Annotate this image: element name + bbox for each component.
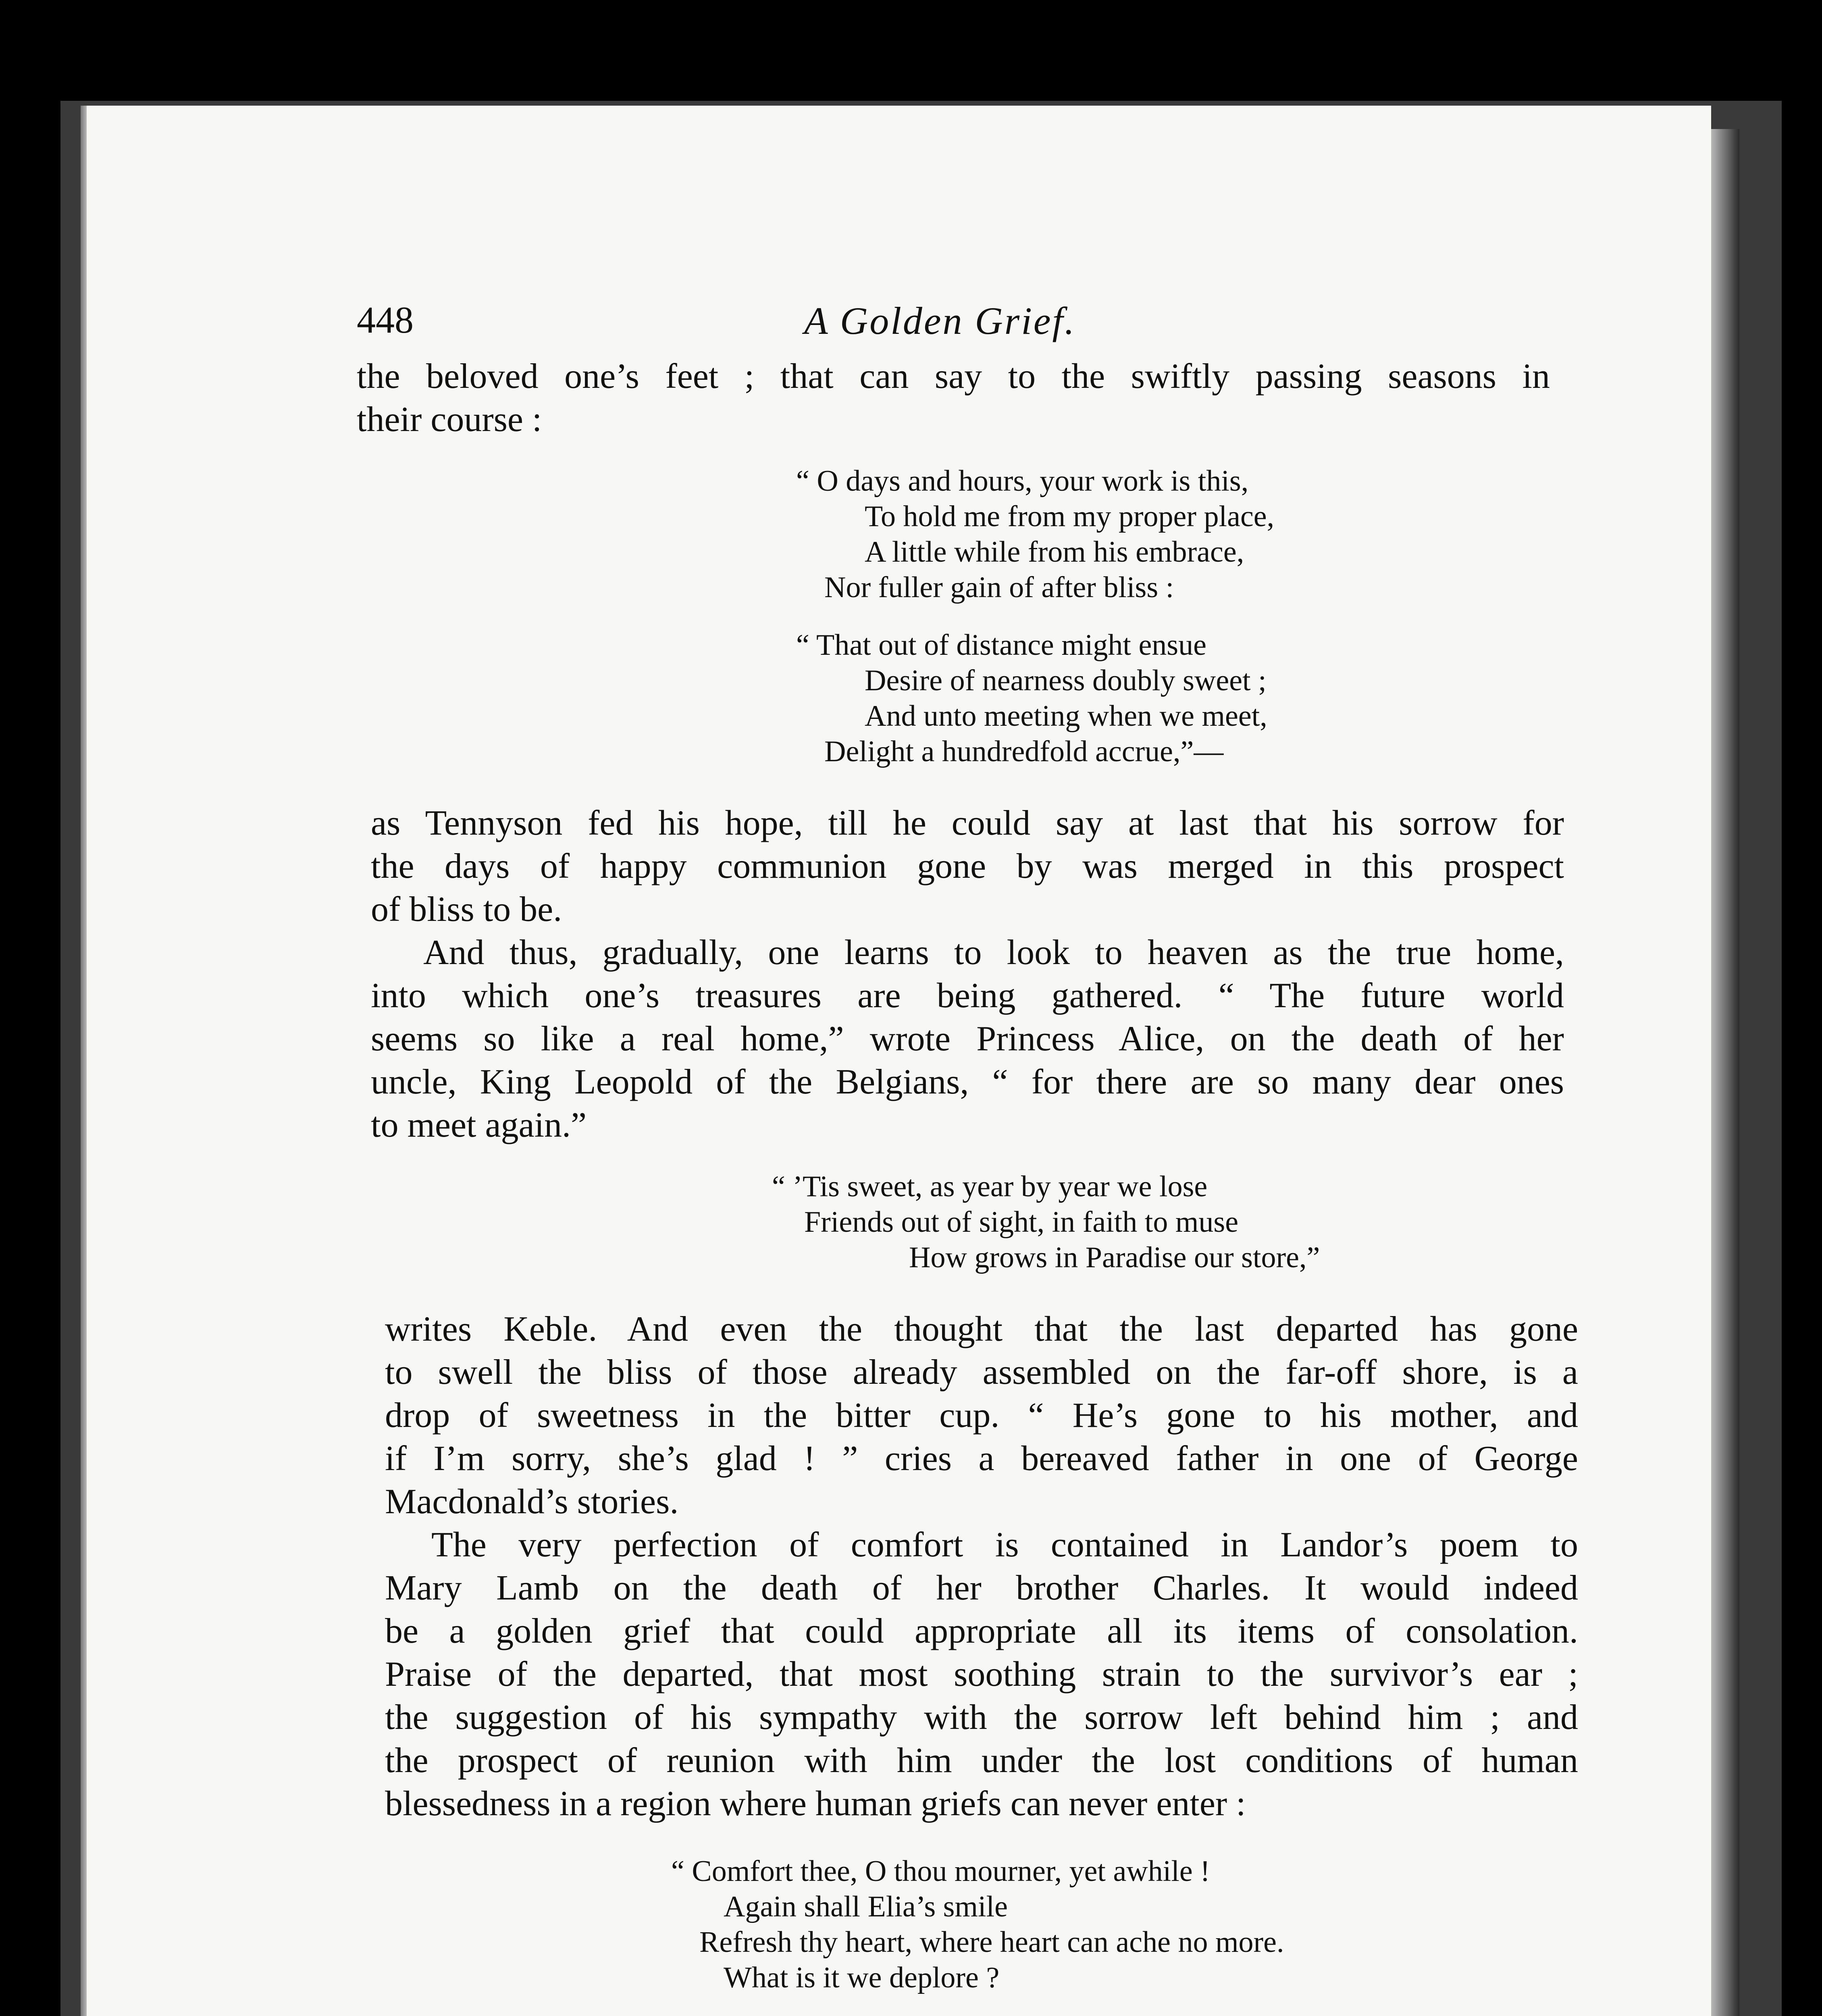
verse-line: To hold me from my proper place, [865,500,1275,533]
text-line: the prospect of reunion with him under the lost conditions of human [385,1741,1578,1780]
verse-line: Friends out of sight, in faith to muse [804,1206,1239,1239]
text-line: if I’m sorry, she’s glad ! ” cries a bereaved father in one of George [385,1439,1578,1478]
text-line: seems so like a real home,” wrote Princess Alice, on the death of her [371,1019,1564,1058]
verse-block-2 [772,1169,1558,1275]
text-line: the beloved one’s feet ; that can say to the swiftly passing seasons in [357,357,1550,396]
stanza [772,1169,1558,1275]
verse-block-1 [796,463,1558,769]
text-line: drop of sweetness in the bitter cup. “ He’s gone to his mother, and [385,1396,1578,1435]
stanza [796,627,1558,769]
verse-line: Again shall Elia’s smile [724,1890,1008,1923]
verse-line: “ Comfort thee, O thou mourner, yet awhile ! [671,1855,1210,1888]
verse-line: What is it we deplore ? [724,1961,1000,1994]
text-line: into which one’s treasures are being gathered. “ The future world [371,976,1564,1015]
text-line: to swell the bliss of those already assembled on the far-off shore, is a [385,1353,1578,1392]
text-line: their course : [357,400,542,439]
text-line: as Tennyson fed his hope, till he could say at last that his sorrow for [371,804,1564,843]
verse-line: A little while from his embrace, [865,535,1244,569]
running-head [357,298,1558,355]
page-right-edge [1711,129,1739,2016]
text-line: Praise of the departed, that most soothing strain to the survivor’s ear ; [385,1655,1578,1694]
verse-line: Refresh thy heart, where heart can ache no more. [699,1926,1284,1959]
text-line: blessedness in a region where human griefs can never enter : [385,1784,1246,1823]
text-line: the days of happy communion gone by was merged in this prospect [371,847,1564,886]
text-line: And thus, gradually, one learns to look to heaven as the true home, [423,933,1564,972]
text-line: of bliss to be. [371,890,562,929]
text-line: Macdonald’s stories. [385,1482,679,1521]
stanza [671,1854,1558,1995]
running-title: A Golden Grief. [804,299,1076,342]
paragraph-3 [371,931,1564,1147]
paragraph-2 [371,802,1564,931]
verse-line: “ O days and hours, your work is this, [796,464,1249,498]
paragraph-4 [385,1308,1578,1523]
verse-line: Desire of nearness doubly sweet ; [865,664,1267,697]
paragraph-1 [357,355,1550,441]
text-line: Mary Lamb on the death of her brother Charles. It would indeed [385,1568,1578,1608]
verse-line: “ That out of distance might ensue [796,629,1206,662]
text-line: The very perfection of comfort is contained in Landor’s poem to [431,1525,1578,1564]
text-line: uncle, King Leopold of the Belgians, “ for there are so many dear ones [371,1062,1564,1102]
text-line: be a golden grief that could appropriate all its items of consolation. [385,1612,1578,1651]
text-line: the suggestion of his sympathy with the sorrow left behind him ; and [385,1698,1578,1737]
page-content [268,298,1578,2016]
page-number: 448 [357,299,414,341]
verse-line: Nor fuller gain of after bliss : [824,571,1174,604]
text-line: to meet again.” [371,1106,587,1145]
verse-line: And unto meeting when we meet, [865,700,1267,733]
verse-line: Delight a hundredfold accrue,”— [824,735,1224,768]
paragraph-5 [385,1523,1578,1825]
stanza [796,463,1558,605]
text-line: writes Keble. And even the thought that the last departed has gone [385,1310,1578,1349]
verse-line: How grows in Paradise our store,” [909,1241,1320,1274]
verse-line: “ ’Tis sweet, as year by year we lose [772,1170,1208,1203]
verse-block-3 [671,1854,1558,2016]
